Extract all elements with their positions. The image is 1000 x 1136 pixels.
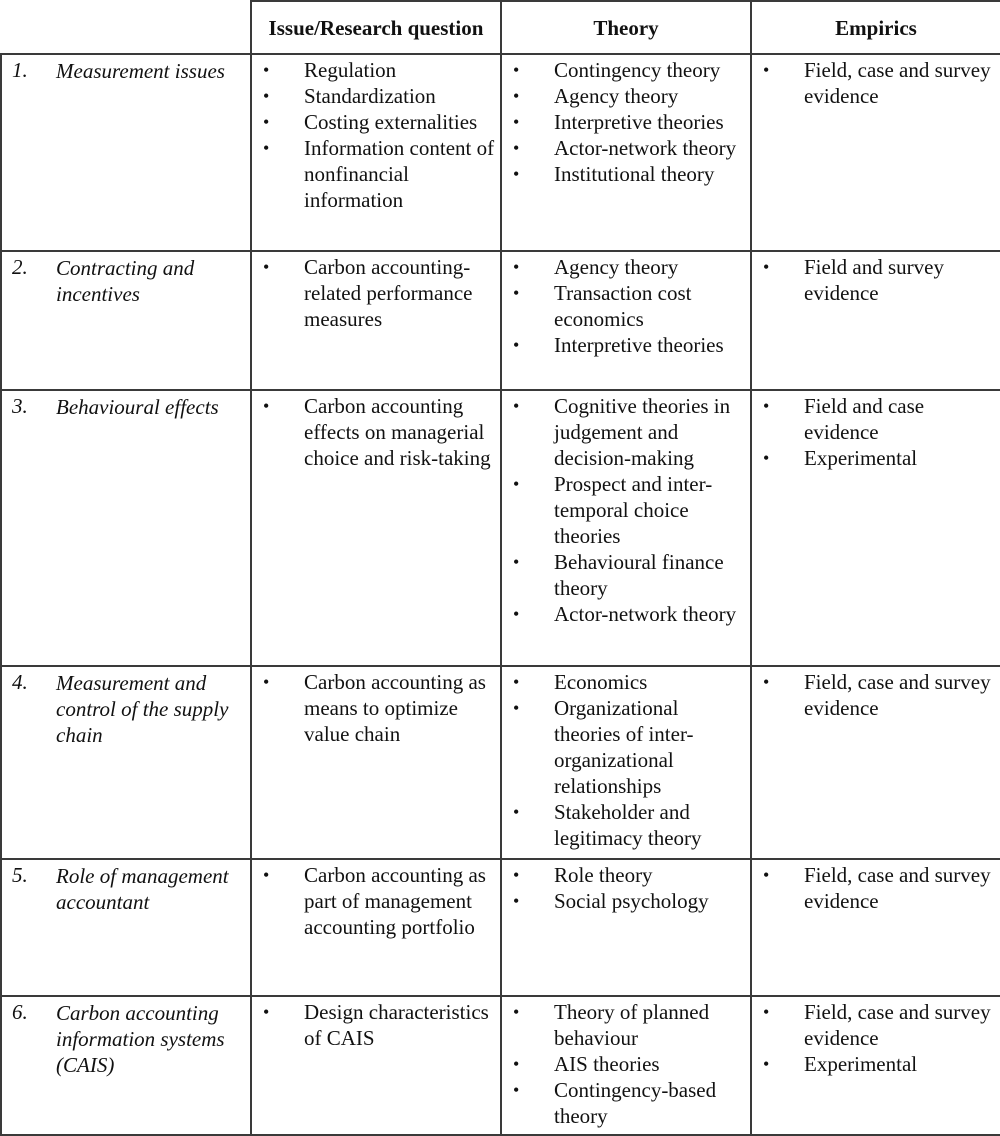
list-item-text: Carbon accounting-related performance measures	[304, 255, 473, 331]
bullet-icon: •	[513, 604, 520, 624]
question-cell	[251, 996, 501, 1135]
list-item-text: Social psychology	[554, 889, 709, 913]
empirics-cell	[751, 54, 1000, 251]
table-row	[1, 54, 1000, 251]
theory-list	[502, 667, 750, 851]
bullet-icon: •	[763, 396, 770, 416]
list-item	[502, 1077, 746, 1129]
theory-cell	[501, 54, 751, 251]
list-item	[502, 862, 746, 888]
bullet-icon: •	[513, 865, 520, 885]
list-item	[502, 254, 746, 280]
question-list	[252, 252, 500, 332]
list-item-text: Agency theory	[554, 84, 679, 108]
theory-cell	[501, 996, 751, 1135]
row-number: 3.	[12, 394, 28, 418]
list-item	[252, 83, 496, 109]
list-item-text: Organizational theories of inter-organizational relationships	[554, 696, 694, 798]
list-item-text: Agency theory	[554, 255, 679, 279]
bullet-icon: •	[513, 1080, 520, 1100]
empirics-list	[752, 997, 1000, 1077]
question-cell	[251, 251, 501, 390]
list-item	[752, 254, 996, 306]
list-item-text: Economics	[554, 670, 648, 694]
list-item-text: Actor-network theory	[554, 136, 737, 160]
list-item-text: Field, case and survey evidence	[804, 58, 991, 108]
bullet-icon: •	[513, 138, 520, 158]
list-item	[502, 888, 746, 914]
list-item-text: Interpretive theories	[554, 110, 724, 134]
bullet-icon: •	[513, 164, 520, 184]
empirics-list	[752, 252, 1000, 306]
list-item	[502, 695, 746, 799]
table-body	[1, 54, 1000, 1135]
empirics-cell	[751, 251, 1000, 390]
header-row	[1, 1, 1000, 54]
list-item-text: Design characteristics of CAIS	[304, 1000, 489, 1050]
list-item	[502, 332, 746, 358]
bullet-icon: •	[513, 698, 520, 718]
theory-list	[502, 55, 750, 187]
issue-title: Measurement issues	[56, 59, 225, 83]
list-item-text: Contingency theory	[554, 58, 721, 82]
bullet-icon: •	[513, 891, 520, 911]
list-item	[502, 83, 746, 109]
list-item	[502, 549, 746, 601]
theory-cell	[501, 390, 751, 666]
list-item	[502, 669, 746, 695]
table-row	[1, 859, 1000, 996]
question-cell	[251, 54, 501, 251]
bullet-icon: •	[763, 257, 770, 277]
question-list	[252, 391, 500, 471]
issue-cell	[1, 251, 251, 390]
row-number: 4.	[12, 670, 28, 694]
bullet-icon: •	[513, 396, 520, 416]
bullet-icon: •	[513, 283, 520, 303]
bullet-icon: •	[763, 672, 770, 692]
empirics-cell	[751, 390, 1000, 666]
bullet-icon: •	[263, 112, 270, 132]
list-item-text: Carbon accounting as part of management accounting portfolio	[304, 863, 486, 939]
bullet-icon: •	[763, 1054, 770, 1074]
list-item-text: Institutional theory	[554, 162, 715, 186]
list-item	[752, 1051, 996, 1077]
list-item-text: Contingency-based theory	[554, 1078, 717, 1128]
question-cell	[251, 390, 501, 666]
list-item	[502, 109, 746, 135]
bullet-icon: •	[513, 1002, 520, 1022]
list-item-text: Carbon accounting as means to optimize value chain	[304, 670, 486, 746]
list-item	[252, 669, 496, 747]
list-item-text: Standardization	[304, 84, 436, 108]
list-item-text: Cognitive theories in judgement and decision-making	[554, 394, 731, 470]
bullet-icon: •	[263, 1002, 270, 1022]
list-item-text: Information content of nonfinancial information	[304, 136, 495, 212]
bullet-icon: •	[513, 86, 520, 106]
list-item	[502, 999, 746, 1051]
list-item-text: Regulation	[304, 58, 397, 82]
list-item	[252, 862, 496, 940]
empirics-cell	[751, 996, 1000, 1135]
bullet-icon: •	[263, 60, 270, 80]
row-number: 1.	[12, 58, 28, 82]
list-item-text: Interpretive theories	[554, 333, 724, 357]
bullet-icon: •	[263, 257, 270, 277]
issue-cell	[1, 390, 251, 666]
issue-title: Carbon accounting information systems (CAIS)	[56, 1001, 225, 1077]
table-row	[1, 251, 1000, 390]
table-row	[1, 390, 1000, 666]
header-blank	[1, 1, 251, 54]
list-item-text: Transaction cost economics	[554, 281, 692, 331]
list-item-text: Actor-network theory	[554, 602, 737, 626]
bullet-icon: •	[763, 1002, 770, 1022]
table-row	[1, 666, 1000, 859]
table-row	[1, 996, 1000, 1135]
list-item	[752, 445, 996, 471]
list-item-text: Behavioural finance theory	[554, 550, 724, 600]
header-theory: Theory	[501, 1, 751, 54]
header-empirics: Empirics	[751, 1, 1000, 54]
question-list	[252, 667, 500, 747]
list-item-text: Field, case and survey evidence	[804, 670, 991, 720]
theory-list	[502, 997, 750, 1129]
empirics-list	[752, 667, 1000, 721]
bullet-icon: •	[513, 60, 520, 80]
bullet-icon: •	[263, 396, 270, 416]
list-item-text: Field, case and survey evidence	[804, 863, 991, 913]
bullet-icon: •	[513, 552, 520, 572]
issue-cell	[1, 54, 251, 251]
list-item-text: Field and case evidence	[804, 394, 925, 444]
list-item-text: Experimental	[804, 446, 918, 470]
bullet-icon: •	[513, 802, 520, 822]
empirics-list	[752, 860, 1000, 914]
bullet-icon: •	[513, 335, 520, 355]
issue-title: Role of management accountant	[56, 864, 229, 914]
bullet-icon: •	[513, 474, 520, 494]
list-item	[252, 57, 496, 83]
bullet-icon: •	[763, 865, 770, 885]
header-issue: Issue/Research question	[251, 1, 501, 54]
theory-list	[502, 391, 750, 627]
list-item	[502, 799, 746, 851]
list-item	[502, 601, 746, 627]
empirics-cell	[751, 666, 1000, 859]
empirics-list	[752, 391, 1000, 471]
row-number: 5.	[12, 863, 28, 887]
list-item	[502, 57, 746, 83]
list-item-text: Role theory	[554, 863, 653, 887]
issue-cell	[1, 996, 251, 1135]
question-list	[252, 860, 500, 940]
theory-cell	[501, 251, 751, 390]
list-item	[752, 57, 996, 109]
list-item	[502, 471, 746, 549]
question-cell	[251, 666, 501, 859]
list-item	[502, 161, 746, 187]
bullet-icon: •	[263, 865, 270, 885]
issue-title: Behavioural effects	[56, 395, 219, 419]
theory-cell	[501, 666, 751, 859]
list-item	[252, 109, 496, 135]
bullet-icon: •	[263, 86, 270, 106]
bullet-icon: •	[513, 112, 520, 132]
bullet-icon: •	[513, 1054, 520, 1074]
issue-title: Measurement and control of the supply chain	[56, 671, 229, 747]
list-item-text: AIS theories	[554, 1052, 660, 1076]
list-item	[752, 999, 996, 1051]
bullet-icon: •	[763, 60, 770, 80]
bullet-icon: •	[763, 448, 770, 468]
row-number: 6.	[12, 1000, 28, 1024]
empirics-list	[752, 55, 1000, 109]
list-item	[502, 1051, 746, 1077]
list-item-text: Costing externalities	[304, 110, 478, 134]
bullet-icon: •	[263, 138, 270, 158]
theory-list	[502, 252, 750, 358]
list-item	[252, 254, 496, 332]
list-item	[502, 393, 746, 471]
list-item	[752, 669, 996, 721]
list-item-text: Field and survey evidence	[804, 255, 944, 305]
theory-list	[502, 860, 750, 914]
list-item-text: Theory of planned behaviour	[554, 1000, 710, 1050]
theory-cell	[501, 859, 751, 996]
list-item-text: Experimental	[804, 1052, 918, 1076]
row-number: 2.	[12, 255, 28, 279]
list-item-text: Field, case and survey evidence	[804, 1000, 991, 1050]
question-cell	[251, 859, 501, 996]
issue-cell	[1, 666, 251, 859]
list-item	[752, 862, 996, 914]
bullet-icon: •	[513, 257, 520, 277]
question-list	[252, 997, 500, 1051]
empirics-cell	[751, 859, 1000, 996]
list-item-text: Prospect and inter-temporal choice theories	[554, 472, 713, 548]
list-item	[502, 135, 746, 161]
list-item	[252, 999, 496, 1051]
issue-title: Contracting and incentives	[56, 256, 195, 306]
list-item-text: Carbon accounting effects on managerial choice and risk-taking	[304, 394, 491, 470]
bullet-icon: •	[263, 672, 270, 692]
list-item	[502, 280, 746, 332]
list-item	[252, 135, 496, 213]
list-item	[752, 393, 996, 445]
list-item	[252, 393, 496, 471]
bullet-icon: •	[513, 672, 520, 692]
issue-cell	[1, 859, 251, 996]
list-item-text: Stakeholder and legitimacy theory	[554, 800, 702, 850]
question-list	[252, 55, 500, 213]
